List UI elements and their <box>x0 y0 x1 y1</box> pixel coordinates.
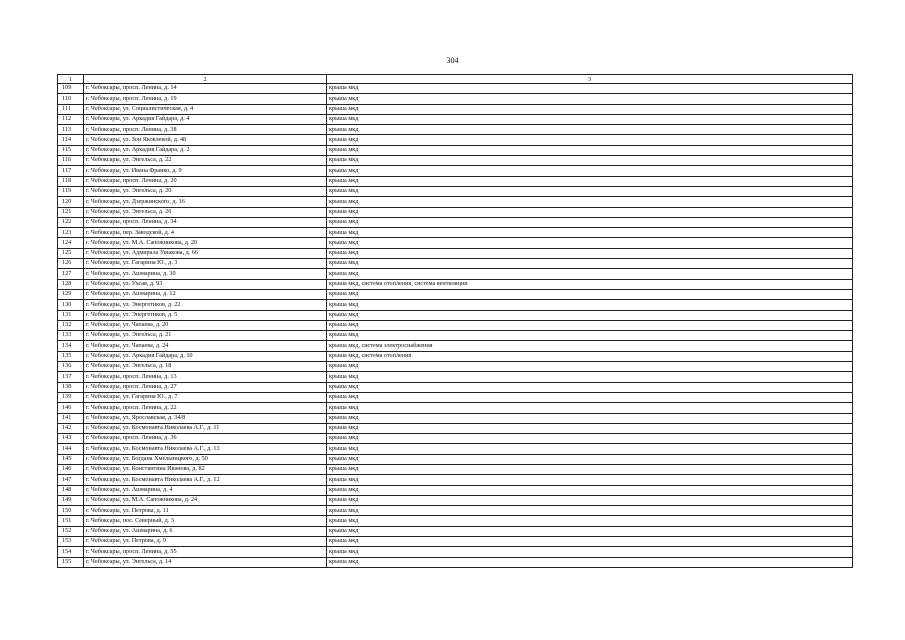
row-number-cell: 123 <box>58 228 84 238</box>
table-row <box>58 156 853 166</box>
row-number-cell: 145 <box>58 454 84 464</box>
work-type-cell: крыша мкд <box>327 413 853 423</box>
work-type-cell: крыша мкд <box>327 238 853 248</box>
work-type-cell: крыша мкд <box>327 289 853 299</box>
table-row <box>58 351 853 361</box>
work-type-cell: крыша мкд <box>327 382 853 392</box>
table-row <box>58 84 853 94</box>
page-number: 304 <box>446 56 459 65</box>
work-type-cell: крыша мкд <box>327 269 853 279</box>
row-number-cell: 111 <box>58 104 84 114</box>
table-row <box>58 382 853 392</box>
address-cell: г. Чебоксары, ул. Космонавта Николаева А.Г., д. 12 <box>84 475 327 485</box>
table-row <box>58 289 853 299</box>
work-type-cell: крыша мкд <box>327 94 853 104</box>
address-cell: г. Чебоксары, ул. Космонавта Николаева А.Г., д. 11 <box>84 423 327 433</box>
table-row <box>58 475 853 485</box>
work-type-cell: крыша мкд <box>327 475 853 485</box>
address-cell: г. Чебоксары, просп. Ленина, д. 14 <box>84 84 327 94</box>
row-number-cell: 113 <box>58 125 84 135</box>
table-header <box>58 75 853 84</box>
table-row <box>58 125 853 135</box>
row-number-cell: 138 <box>58 382 84 392</box>
address-cell: г. Чебоксары, ул. Энергетиков, д. 5 <box>84 310 327 320</box>
row-number-cell: 146 <box>58 464 84 474</box>
address-cell: г. Чебоксары, ул. Энгельса, д. 18 <box>84 362 327 372</box>
row-number-cell: 134 <box>58 341 84 351</box>
work-type-cell: крыша мкд <box>327 372 853 382</box>
row-number-cell: 136 <box>58 362 84 372</box>
row-number-cell: 148 <box>58 485 84 495</box>
address-cell: г. Чебоксары, ул. Ярославская, д. 34/8 <box>84 413 327 423</box>
table-row <box>58 341 853 351</box>
row-number-cell: 122 <box>58 217 84 227</box>
address-cell: г. Чебоксары, ул. Ашмарина, д. 30 <box>84 269 327 279</box>
column-header-number: 1 <box>58 75 84 84</box>
address-cell: г. Чебоксары, ул. Энгельса, д. 21 <box>84 331 327 341</box>
row-number-cell: 124 <box>58 238 84 248</box>
work-type-cell: крыша мкд <box>327 362 853 372</box>
work-type-cell: крыша мкд, система отопления <box>327 351 853 361</box>
table-row <box>58 423 853 433</box>
row-number-cell: 121 <box>58 207 84 217</box>
table-row <box>58 114 853 124</box>
address-cell: г. Чебоксары, ул. Ивана Франко, д. 9 <box>84 166 327 176</box>
row-number-cell: 135 <box>58 351 84 361</box>
table-row <box>58 186 853 196</box>
work-type-cell: крыша мкд <box>327 423 853 433</box>
address-cell: г. Чебоксары, ул. М.А. Сапожникова, д. 20 <box>84 238 327 248</box>
address-cell: г. Чебоксары, просп. Ленина, д. 38 <box>84 125 327 135</box>
table-row <box>58 166 853 176</box>
row-number-cell: 127 <box>58 269 84 279</box>
table-row <box>58 557 853 567</box>
table-row <box>58 320 853 330</box>
table-row <box>58 135 853 145</box>
table-row <box>58 259 853 269</box>
table-row <box>58 434 853 444</box>
row-number-cell: 126 <box>58 259 84 269</box>
address-cell: г. Чебоксары, ул. Адмирала Ушакова, д. 66 <box>84 248 327 258</box>
row-number-cell: 120 <box>58 197 84 207</box>
address-cell: г. Чебоксары, ул. Зои Яковлевой, д. 48 <box>84 135 327 145</box>
table-row <box>58 537 853 547</box>
row-number-cell: 118 <box>58 176 84 186</box>
row-number-cell: 117 <box>58 166 84 176</box>
address-cell: г. Чебоксары, ул. Аркадия Гайдара, д. 4 <box>84 114 327 124</box>
address-cell: г. Чебоксары, ул. Гагарина Ю., д. 3 <box>84 259 327 269</box>
row-number-cell: 141 <box>58 413 84 423</box>
address-cell: г. Чебоксары, ул. Гагарина Ю., д. 7 <box>84 392 327 402</box>
address-cell: г. Чебоксары, ул. Энергетиков, д. 22 <box>84 300 327 310</box>
table-row <box>58 279 853 289</box>
address-cell: г. Чебоксары, просп. Ленина, д. 27 <box>84 382 327 392</box>
row-number-cell: 155 <box>58 557 84 567</box>
address-cell: г. Чебоксары, ул. Богдана Хмельницкого, д. 50 <box>84 454 327 464</box>
work-type-cell: крыша мкд <box>327 495 853 505</box>
row-number-cell: 137 <box>58 372 84 382</box>
work-type-cell: крыша мкд <box>327 84 853 94</box>
table-row <box>58 454 853 464</box>
column-header-work-type: 3 <box>327 75 853 84</box>
row-number-cell: 139 <box>58 392 84 402</box>
table-row <box>58 331 853 341</box>
work-type-cell: крыша мкд <box>327 557 853 567</box>
address-cell: г. Чебоксары, ул. Космонавта Николаева А.Г., д. 13 <box>84 444 327 454</box>
table-body <box>58 84 853 568</box>
work-type-cell: крыша мкд <box>327 537 853 547</box>
row-number-cell: 125 <box>58 248 84 258</box>
row-number-cell: 147 <box>58 475 84 485</box>
table-row <box>58 372 853 382</box>
row-number-cell: 131 <box>58 310 84 320</box>
address-cell: г. Чебоксары, пос. Северный, д. 3 <box>84 516 327 526</box>
work-type-cell: крыша мкд <box>327 145 853 155</box>
address-cell: г. Чебоксары, ул. Ухсая, д. 93 <box>84 279 327 289</box>
registry-table <box>57 74 853 568</box>
table-row <box>58 176 853 186</box>
address-cell: г. Чебоксары, ул. Петрова, д. 11 <box>84 506 327 516</box>
work-type-cell: крыша мкд <box>327 217 853 227</box>
address-cell: г. Чебоксары, ул. Ашмарина, д. 6 <box>84 526 327 536</box>
work-type-cell: крыша мкд <box>327 156 853 166</box>
address-cell: г. Чебоксары, просп. Ленина, д. 19 <box>84 94 327 104</box>
work-type-cell: крыша мкд <box>327 259 853 269</box>
work-type-cell: крыша мкд <box>327 135 853 145</box>
work-type-cell: крыша мкд, система отопления, система вентиляции <box>327 279 853 289</box>
work-type-cell: крыша мкд <box>327 166 853 176</box>
address-cell: г. Чебоксары, ул. М.А. Сапожникова, д. 24 <box>84 495 327 505</box>
table-row <box>58 362 853 372</box>
work-type-cell: крыша мкд <box>327 300 853 310</box>
address-cell: г. Чебоксары, ул. Энгельса, д. 14 <box>84 557 327 567</box>
address-cell: г. Чебоксары, ул. Энгельса, д. 20 <box>84 186 327 196</box>
row-number-cell: 151 <box>58 516 84 526</box>
address-cell: г. Чебоксары, просп. Ленина, д. 36 <box>84 434 327 444</box>
row-number-cell: 150 <box>58 506 84 516</box>
work-type-cell: крыша мкд <box>327 547 853 557</box>
row-number-cell: 153 <box>58 537 84 547</box>
table-row <box>58 392 853 402</box>
row-number-cell: 115 <box>58 145 84 155</box>
row-number-cell: 112 <box>58 114 84 124</box>
address-cell: г. Чебоксары, ул. Чапаева, д. 24 <box>84 341 327 351</box>
row-number-cell: 132 <box>58 320 84 330</box>
row-number-cell: 114 <box>58 135 84 145</box>
row-number-cell: 133 <box>58 331 84 341</box>
address-cell: г. Чебоксары, просп. Ленина, д. 55 <box>84 547 327 557</box>
table-row <box>58 145 853 155</box>
address-cell: г. Чебоксары, ул. Социалистическая, д. 4 <box>84 104 327 114</box>
address-cell: г. Чебоксары, просп. Ленина, д. 20 <box>84 176 327 186</box>
table-row <box>58 228 853 238</box>
work-type-cell: крыша мкд <box>327 186 853 196</box>
row-number-cell: 129 <box>58 289 84 299</box>
work-type-cell: крыша мкд <box>327 392 853 402</box>
address-cell: г. Чебоксары, ул. Энгельса, д. 22 <box>84 156 327 166</box>
work-type-cell: крыша мкд <box>327 176 853 186</box>
table-row <box>58 464 853 474</box>
work-type-cell: крыша мкд <box>327 464 853 474</box>
work-type-cell: крыша мкд <box>327 454 853 464</box>
row-number-cell: 152 <box>58 526 84 536</box>
row-number-cell: 130 <box>58 300 84 310</box>
table-row <box>58 207 853 217</box>
row-number-cell: 149 <box>58 495 84 505</box>
row-number-cell: 140 <box>58 403 84 413</box>
row-number-cell: 142 <box>58 423 84 433</box>
row-number-cell: 154 <box>58 547 84 557</box>
address-cell: г. Чебоксары, ул. Константина Иванова, д. 82 <box>84 464 327 474</box>
work-type-cell: крыша мкд <box>327 207 853 217</box>
table-row <box>58 403 853 413</box>
row-number-cell: 128 <box>58 279 84 289</box>
address-cell: г. Чебоксары, пер. Заводской, д. 4 <box>84 228 327 238</box>
work-type-cell: крыша мкд <box>327 310 853 320</box>
table-row <box>58 217 853 227</box>
table-row <box>58 547 853 557</box>
table-row <box>58 94 853 104</box>
address-cell: г. Чебоксары, ул. Аркадия Гайдара, д. 10 <box>84 351 327 361</box>
row-number-cell: 116 <box>58 156 84 166</box>
work-type-cell: крыша мкд <box>327 104 853 114</box>
table-row <box>58 197 853 207</box>
row-number-cell: 143 <box>58 434 84 444</box>
table-row <box>58 495 853 505</box>
table-row <box>58 238 853 248</box>
work-type-cell: крыша мкд, система электроснабжения <box>327 341 853 351</box>
work-type-cell: крыша мкд <box>327 331 853 341</box>
work-type-cell: крыша мкд <box>327 403 853 413</box>
work-type-cell: крыша мкд <box>327 526 853 536</box>
row-number-cell: 110 <box>58 94 84 104</box>
work-type-cell: крыша мкд <box>327 248 853 258</box>
table-row <box>58 485 853 495</box>
address-cell: г. Чебоксары, ул. Ашмарина, д. 12 <box>84 289 327 299</box>
address-cell: г. Чебоксары, просп. Ленина, д. 22 <box>84 403 327 413</box>
header-row <box>58 75 853 84</box>
address-cell: г. Чебоксары, ул. Петрова, д. 9 <box>84 537 327 547</box>
row-number-cell: 144 <box>58 444 84 454</box>
work-type-cell: крыша мкд <box>327 125 853 135</box>
table-row <box>58 444 853 454</box>
address-cell: г. Чебоксары, ул. Аркадия Гайдара, д. 2 <box>84 145 327 155</box>
work-type-cell: крыша мкд <box>327 444 853 454</box>
work-type-cell: крыша мкд <box>327 320 853 330</box>
work-type-cell: крыша мкд <box>327 197 853 207</box>
table-row <box>58 506 853 516</box>
address-cell: г. Чебоксары, просп. Ленина, д. 34 <box>84 217 327 227</box>
address-cell: г. Чебоксары, просп. Ленина, д. 13 <box>84 372 327 382</box>
table-row <box>58 104 853 114</box>
table-row <box>58 269 853 279</box>
work-type-cell: крыша мкд <box>327 114 853 124</box>
work-type-cell: крыша мкд <box>327 228 853 238</box>
table-row <box>58 413 853 423</box>
work-type-cell: крыша мкд <box>327 434 853 444</box>
table-row <box>58 300 853 310</box>
address-cell: г. Чебоксары, ул. Дзержинского, д. 16 <box>84 197 327 207</box>
table-row <box>58 516 853 526</box>
row-number-cell: 119 <box>58 186 84 196</box>
address-cell: г. Чебоксары, ул. Чапаева, д. 20 <box>84 320 327 330</box>
work-type-cell: крыша мкд <box>327 516 853 526</box>
address-cell: г. Чебоксары, ул. Энгельса, д. 26 <box>84 207 327 217</box>
table-row <box>58 526 853 536</box>
work-type-cell: крыша мкд <box>327 506 853 516</box>
work-type-cell: крыша мкд <box>327 485 853 495</box>
table-row <box>58 310 853 320</box>
column-header-address: 2 <box>84 75 327 84</box>
table-row <box>58 248 853 258</box>
address-cell: г. Чебоксары, ул. Ашмарина, д. 4 <box>84 485 327 495</box>
row-number-cell: 109 <box>58 84 84 94</box>
